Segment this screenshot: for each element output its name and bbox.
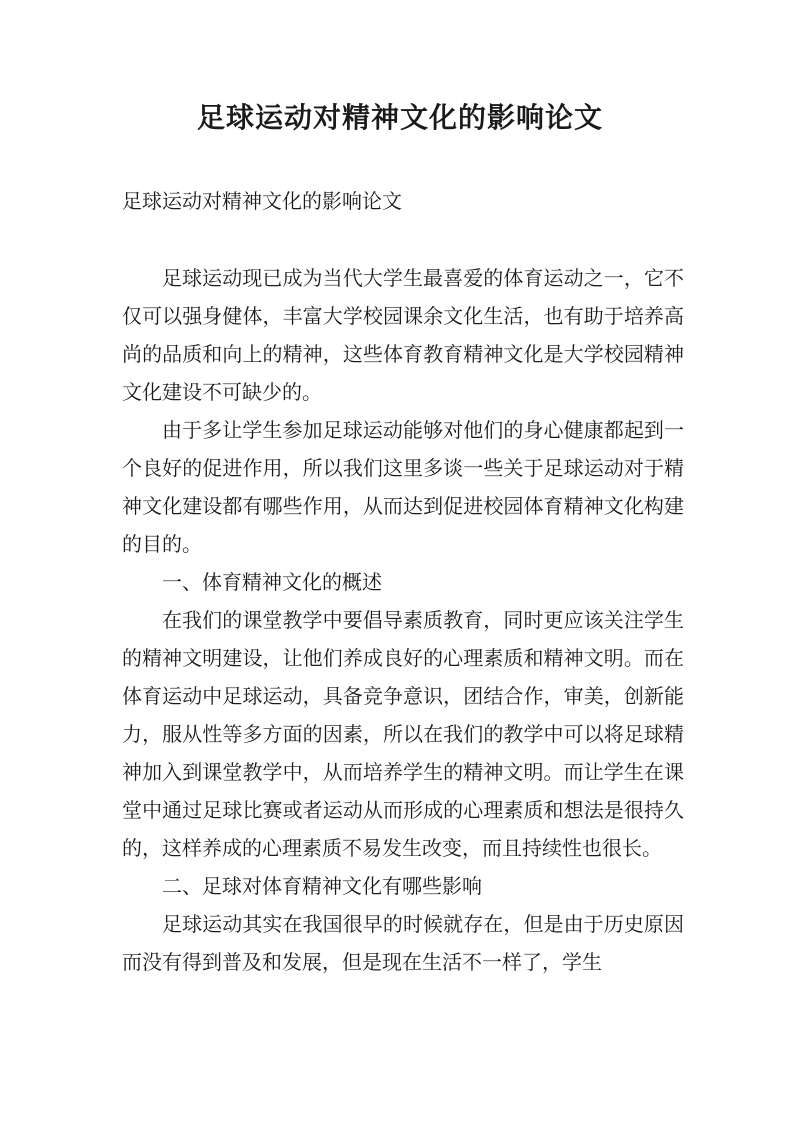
section-heading-1: 一、体育精神文化的概述 — [162, 570, 382, 594]
document-body — [122, 259, 684, 981]
paragraph-section-1: 在我们的课堂教学中要倡导素质教育，同时更应该关注学生的精神文明建设，让他们养成良好的心理素质和精神文明。而在体育运动中足球运动，具备竞争意识，团结合作，审美，创新能力，服从性等多方面的因素，所以在我们的教学中可以将足球精神加入到课堂教学中，从而培养学生的精神文明。而让学生在课堂中通过足球比赛或者运动从而形成的心理素质和想法是很持久的，这样养成的心理素质不易发生改变，而且持续性也很长。 — [122, 608, 684, 860]
paragraph-purpose: 由于多让学生参加足球运动能够对他们的身心健康都起到一个良好的促进作用，所以我们这里多谈一些关于足球运动对于精神文化建设都有哪些作用，从而达到促进校园体育精神文化构建的目的。 — [122, 418, 684, 556]
paragraph-intro: 足球运动现已成为当代大学生最喜爱的体育运动之一，它不仅可以强身健体，丰富大学校园课余文化生活，也有助于培养高尚的品质和向上的精神，这些体育教育精神文化是大学校园精神文化建设不可缺少的。 — [122, 266, 684, 404]
paragraph-section-2: 足球运动其实在我国很早的时候就存在，但是由于历史原因而没有得到普及和发展，但是现在生活不一样了，学生 — [122, 912, 684, 974]
document-title: 足球运动对精神文化的影响论文 — [196, 101, 603, 134]
section-heading-2: 二、足球对体育精神文化有哪些影响 — [162, 874, 482, 898]
document-subtitle: 足球运动对精神文化的影响论文 — [122, 189, 402, 213]
